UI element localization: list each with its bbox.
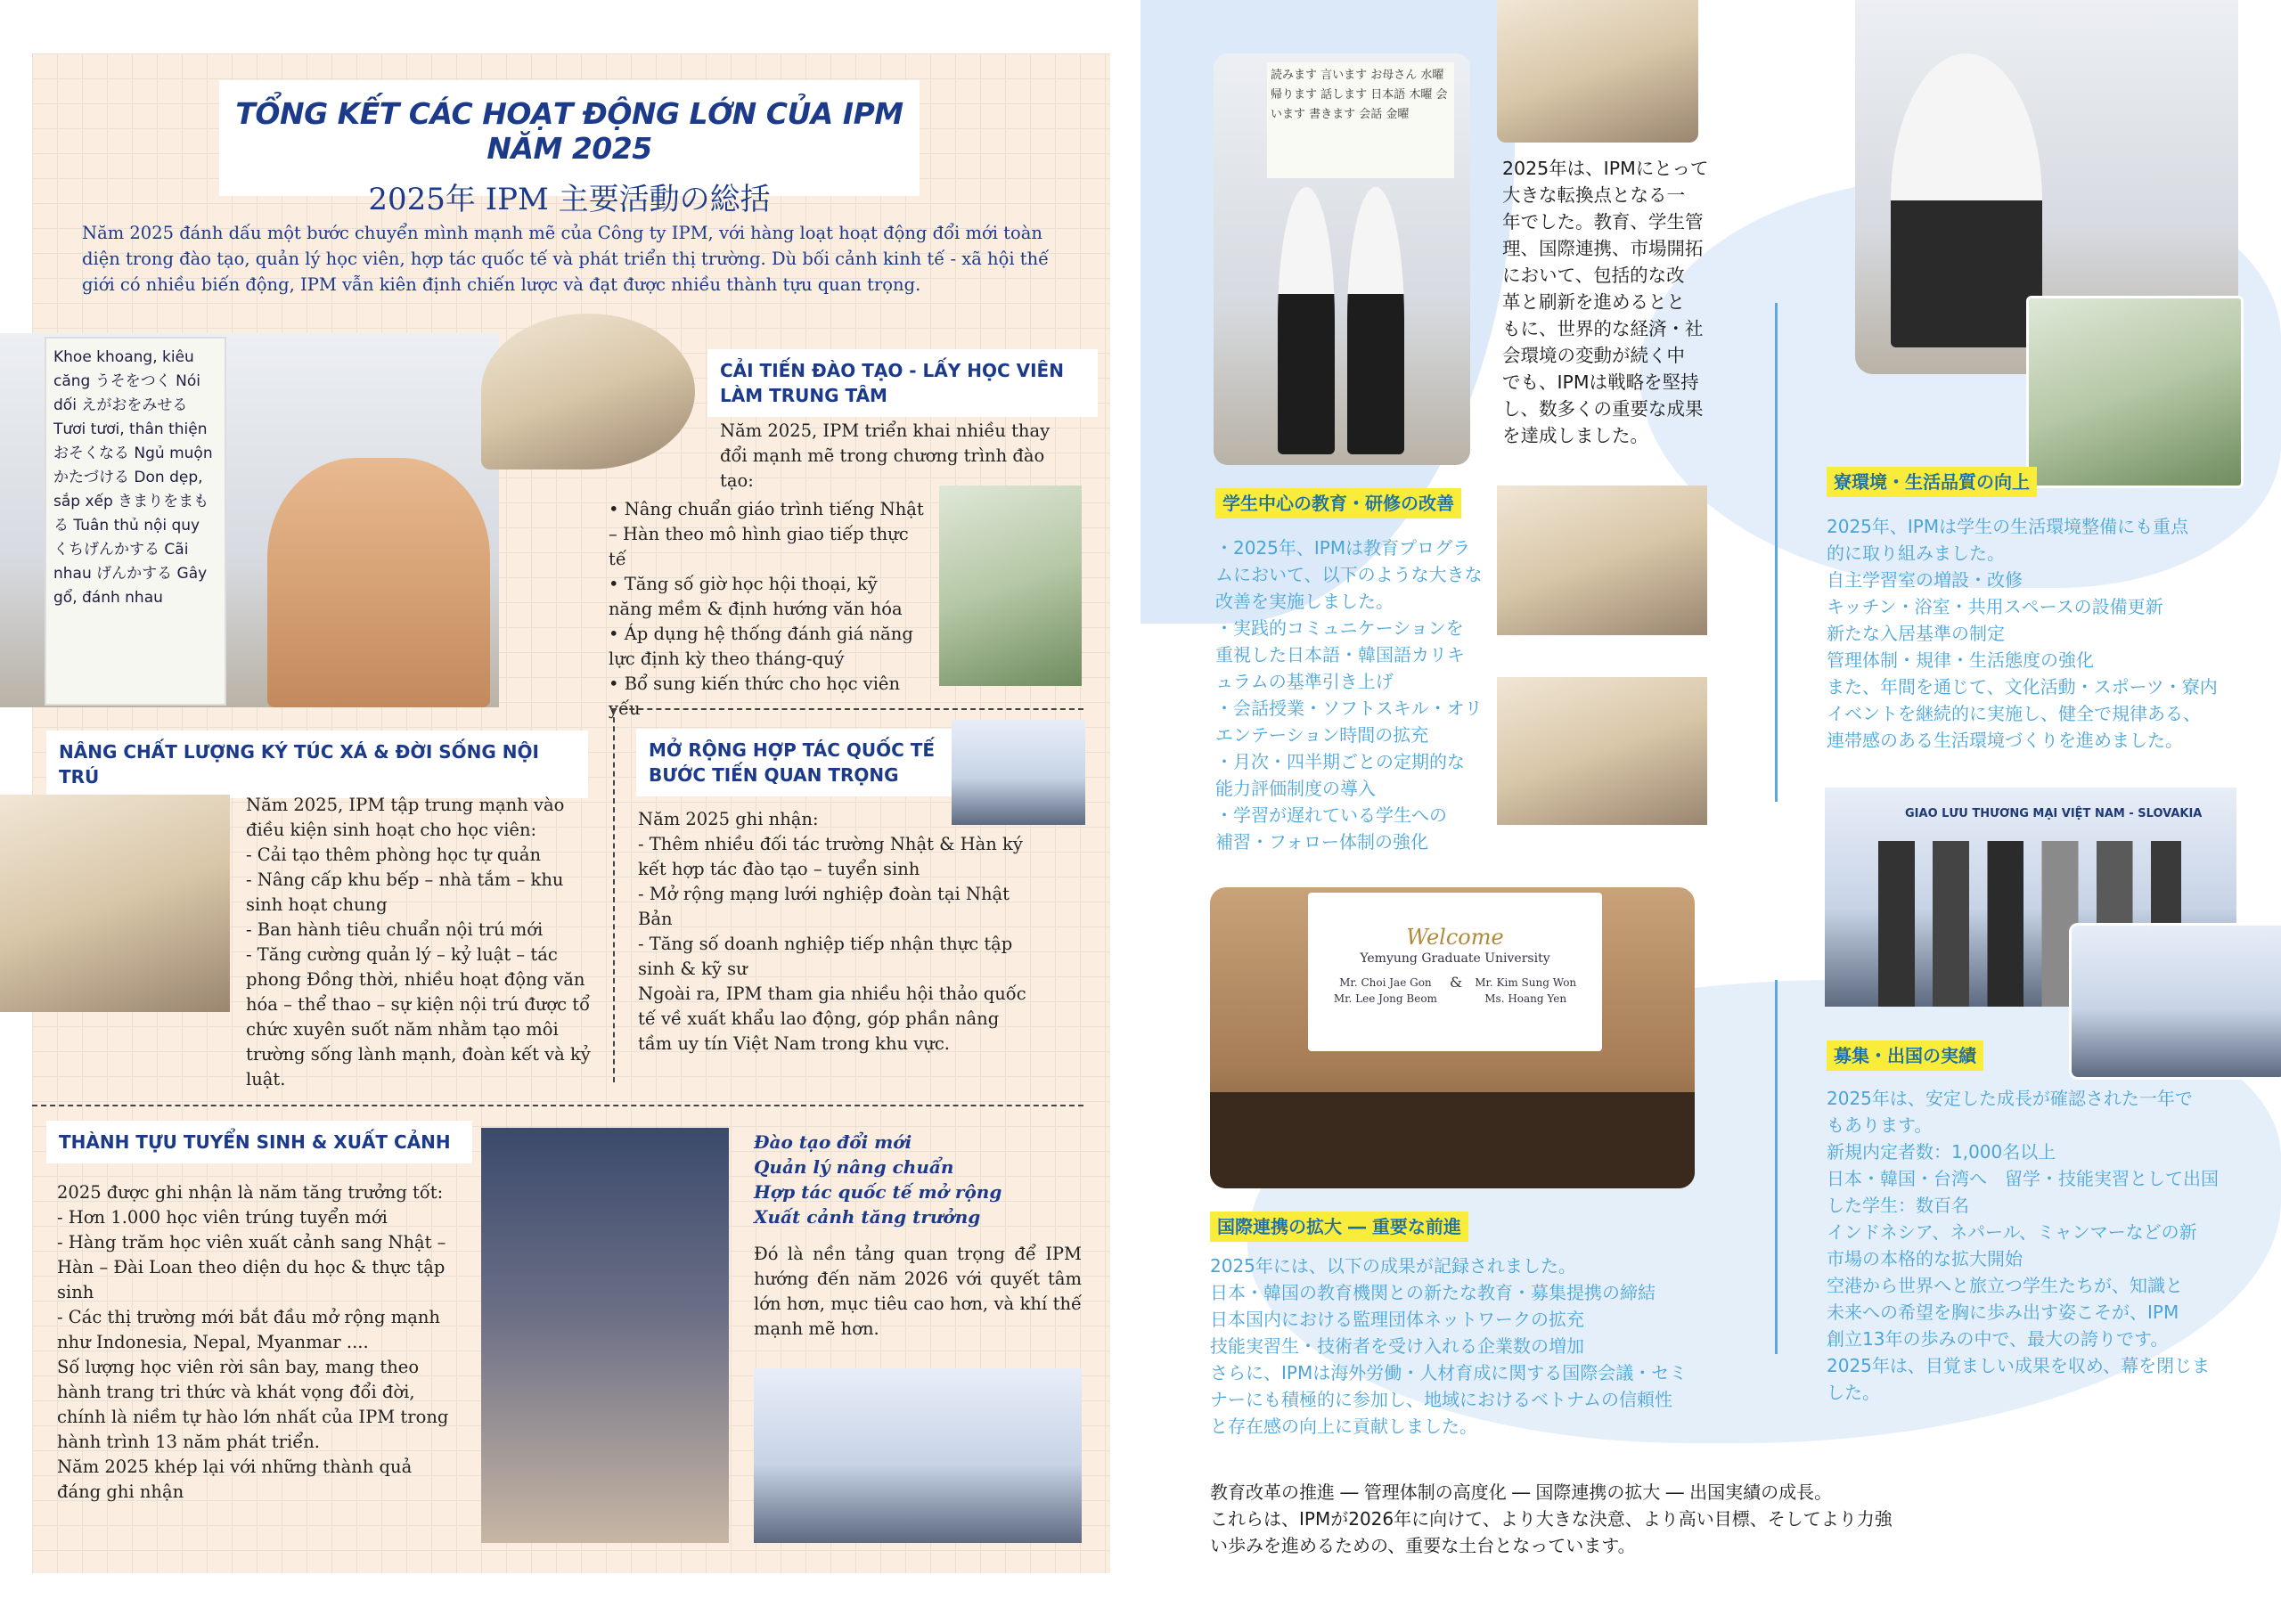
student-figure [1278, 187, 1335, 454]
intro-paragraph: Năm 2025 đánh dấu một bước chuyển mình mạnh mẽ của Công ty IPM, với hàng loạt hoạt động đổi mới toàn diện trong đào tạo, quản lý học viên, hợp tác quốc tế và phát triển thị trường. Dù bối cảnh kinh tế - xã hội thế giới có nhiều biến động, IPM vẫn kiên định chiến lược và đạt được nhiều thành tựu quan trọng. [82, 223, 1050, 295]
photo-meeting-room [2069, 923, 2281, 1080]
separator-vertical [613, 708, 615, 1082]
title-vietnamese: TỔNG KẾT CÁC HOẠT ĐỘNG LỚN CỦA IPM NĂM 2025 [235, 96, 903, 166]
heading-education: 学生中心の教育・研修の改善 [1215, 488, 1461, 518]
recruitment-text: 2025年は、安定した成長が確認された一年で もあります。 新規内定者数：1,000名以上 日本・韓国・台湾へ 留学・技能実習として出国 した学生：数百名 インドネシア、ネパール、ミャンマーなどの新 市場の本格的な拡大開始 空港から世界へと旅立つ学生たちが、知識と 未来への希望を胸に歩み出す姿こそが、IPM 創立13年の歩みの中で、最大の誇りです。 2025年は、目覚ましい成果を収め、幕を閉じま した。 [1827, 1088, 2219, 1403]
heading-training: CẢI TIẾN ĐÀO TẠO - LẤY HỌC VIÊN LÀM TRUNG TÂM [707, 349, 1098, 417]
photo-vocabulary-board [0, 333, 499, 707]
student-figure [1347, 187, 1404, 454]
separator-top [611, 708, 1083, 710]
dorm-text: Năm 2025, IPM tập trung mạnh vào điều kiện sinh hoạt cho học viên: - Cải tạo thêm phòng học tự quản - Nâng cấp khu bếp – nhà tắm – khu sinh hoạt chung - Ban hành tiêu chuẩn nội trú mới - Tăng cường quản lý – kỷ luật – tác phong Đồng thời, nhiều hoạt động văn hóa – thể thao – sự kiện nội trú được tổ chức xuyên suốt năm nhằm tạo môi trường sống lành mạnh, đoàn kết và kỷ luật. [246, 795, 591, 1089]
heading-cooperation: MỞ RỘNG HỢP TÁC QUỐC TẾ BƯỚC TIẾN QUAN TRỌNG [636, 729, 955, 796]
heading-international: 国際連携の拡大 ― 重要な前進 [1210, 1212, 1468, 1242]
banner-names-left: Mr. Choi Jae Gon Mr. Lee Jong Beom [1333, 976, 1437, 1005]
title-japanese: 2025年 IPM 主要活動の総括 [368, 182, 771, 217]
intro-japanese: 2025年は、IPMにとって 大きな転換点となる一 年でした。教育、学生管 理、国際連携、市場開拓 において、包括的な改 革と刷新を進めるとと もに、世界的な経済・社 会環境の変動が続く中 でも、IPMは戦略を堅持 し、数多くの重要な成果 を達成しました。 [1502, 158, 1709, 446]
summary-item: Hợp tác quốc tế mở rộng [754, 1181, 1002, 1203]
photo-two-students [1214, 53, 1470, 465]
banner-ampersand: & [1449, 974, 1463, 991]
signing-banner [1308, 893, 1602, 1051]
heading-recruitment: 募集・出国の実績 [1827, 1041, 1983, 1071]
photo-dorm-floor [2026, 296, 2244, 488]
achievement-text: 2025 được ghi nhận là năm tăng trưởng tốt: - Hơn 1.000 học viên trúng tuyển mới - Hàng trăm học viên xuất cảnh sang Nhật – Hàn – Đài Loan theo diện du học & thực tập sinh - Các thị trường mới bắt đầu mở rộng mạnh như Indonesia, Nepal, Myanmar .... Số lượng học viên rời sân bay, mang theo hành trang tri thức và khát vọng đổi đời, chính là niềm tự hào lớn nhất của IPM trong hành trình 13 năm phát triển. Năm 2025 khép lại với những thành quả đáng ghi nhận [57, 1182, 449, 1502]
title-box [219, 80, 920, 217]
closing-statement: 教育改革の推進 ― 管理体制の高度化 ― 国際連携の拡大 ― 出国実績の成長。 これらは、IPMが2026年に向けて、より大きな決意、より高い目標、そしてより力強 い歩みを進めるための、重要な土台となっています。 [1210, 1481, 1893, 1556]
photo-airport-departure [481, 1128, 729, 1543]
signing-table [1210, 1092, 1695, 1188]
accent-line [1775, 980, 1778, 1354]
board-text: Khoe khoang, kiêu căng うそをつく Nói dối えがおをみせる Tươi tươi, thân thiện おそくなる Ngủ muộn かたづける Don dẹp, sắp xếp きまりをまもる Tuân thủ nội quy くちげんかする Cãi nhau げんかする Gây gổ, đánh nhau [53, 348, 213, 607]
summary-list [754, 1130, 1092, 1229]
student-figure [1891, 53, 2042, 347]
heading-dorm-jp: 寮環境・生活品質の向上 [1827, 467, 2037, 497]
training-bullets: • Nâng chuẩn giáo trình tiếng Nhật – Hàn theo mô hình giao tiếp thực tế • Tăng số giờ học hội thoại, kỹ năng mềm & định hướng văn hóa • Áp dụng hệ thống đánh giá năng lực định kỳ theo tháng-quý • Bổ sung kiến thức cho học viên yếu [609, 499, 924, 719]
education-text: ・2025年、IPMは教育プログラ ムにおいて、以下のような大きな 改善を実施しました。 ・実践的コミュニケーションを 重視した日本語・韓国語カリキ ュラムの基準引き上げ ・会話授業・ソフトスキル・オリ エンテーション時間の拡充 ・月次・四半期ごとの定期的な 能力評価制度の導入 ・学習が遅れている学生への 補習・フォロー体制の強化 [1215, 537, 1483, 853]
board-cards [45, 337, 226, 706]
heading-achievement: THÀNH TỰU TUYỂN SINH & XUẤT CẢNH [46, 1121, 472, 1163]
photo-student-writing [481, 314, 695, 469]
photo-classroom-group [1497, 0, 1698, 143]
heading-dorm: NÂNG CHẤT LƯỢNG KÝ TÚC XÁ & ĐỜI SỐNG NỘI TRÚ [46, 730, 588, 798]
international-text: 2025年には、以下の成果が記録されました。 日本・韓国の教育機関との新たな教育・募集提携の締結 日本国内における監理団体ネットワークの拡充 技能実習生・技術者を受け入れる企業数の増加 さらに、IPMは海外労働・人材育成に関する国際会議・セミ ナーにも積極的に参加し、地域におけるベトナムの信頼性 と存在感の向上に貢献しました。 [1210, 1255, 1688, 1437]
dorm-jp-text: 2025年、IPMは学生の生活環境整備にも重点 的に取り組みました。 自主学習室の増設・改修 キッチン・浴室・共用スペースの設備更新 新たな入居基準の制定 管理体制・規律・生活態度の強化 また、年間を通じて、文化活動・スポーツ・寮内 イベントを継続的に実施し、健全で規律ある、 連帯感のある生活環境づくりを進めました。 [1827, 516, 2218, 751]
photo-classroom-rows [1497, 677, 1707, 825]
summary-item: Quản lý nâng chuẩn [754, 1156, 954, 1178]
slovakia-banner: GIAO LƯU THƯƠNG MẠI VIỆT NAM - SLOVAKIA [1905, 807, 2203, 820]
student-figure [267, 458, 490, 707]
photo-dorm-training [0, 795, 230, 1012]
classroom-board: 読みます 言います お母さん 水曜 帰ります 話します 日本語 木曜 会います 書きます 会話 金曜 [1267, 62, 1454, 178]
banner-names-right: Mr. Kim Sung Won Ms. Hoang Yen [1475, 976, 1577, 1005]
cooperation-text: Năm 2025 ghi nhận: - Thêm nhiều đối tác trường Nhật & Hàn ký kết hợp tác đào tạo – tuyển sinh - Mở rộng mạng lưới nghiệp đoàn tại Nhật Bản - Tăng số doanh nghiệp tiếp nhận thực tập sinh & kỹ sư Ngoài ra, IPM tham gia nhiều hội thảo quốc tế về xuất khẩu lao động, góp phần nâng tầm uy tín Việt Nam trong khu vực. [638, 809, 1026, 1054]
summary-item: Đào tạo đổi mới [754, 1131, 912, 1153]
banner-university: Yemyung Graduate University [1360, 951, 1550, 966]
summary-text: Đó là nền tảng quan trọng để IPM hướng đến năm 2026 với quyết tâm lớn hơn, mục tiêu cao hơn, và khí thế mạnh mẽ hơn. [754, 1244, 1082, 1339]
banner-welcome: Welcome [1406, 925, 1504, 950]
photo-group-ceremony [754, 1368, 1082, 1543]
photo-classroom-smiling [939, 486, 1082, 686]
accent-line [1775, 303, 1778, 802]
photo-study-group [1497, 486, 1707, 635]
summary-item: Xuất cảnh tăng trưởng [754, 1206, 981, 1228]
photo-signing-ceremony [1210, 887, 1695, 1188]
separator-middle [32, 1105, 1083, 1106]
training-intro: Năm 2025, IPM triển khai nhiều thay đổi mạnh mẽ trong chương trình đào tạo: [720, 420, 1051, 491]
